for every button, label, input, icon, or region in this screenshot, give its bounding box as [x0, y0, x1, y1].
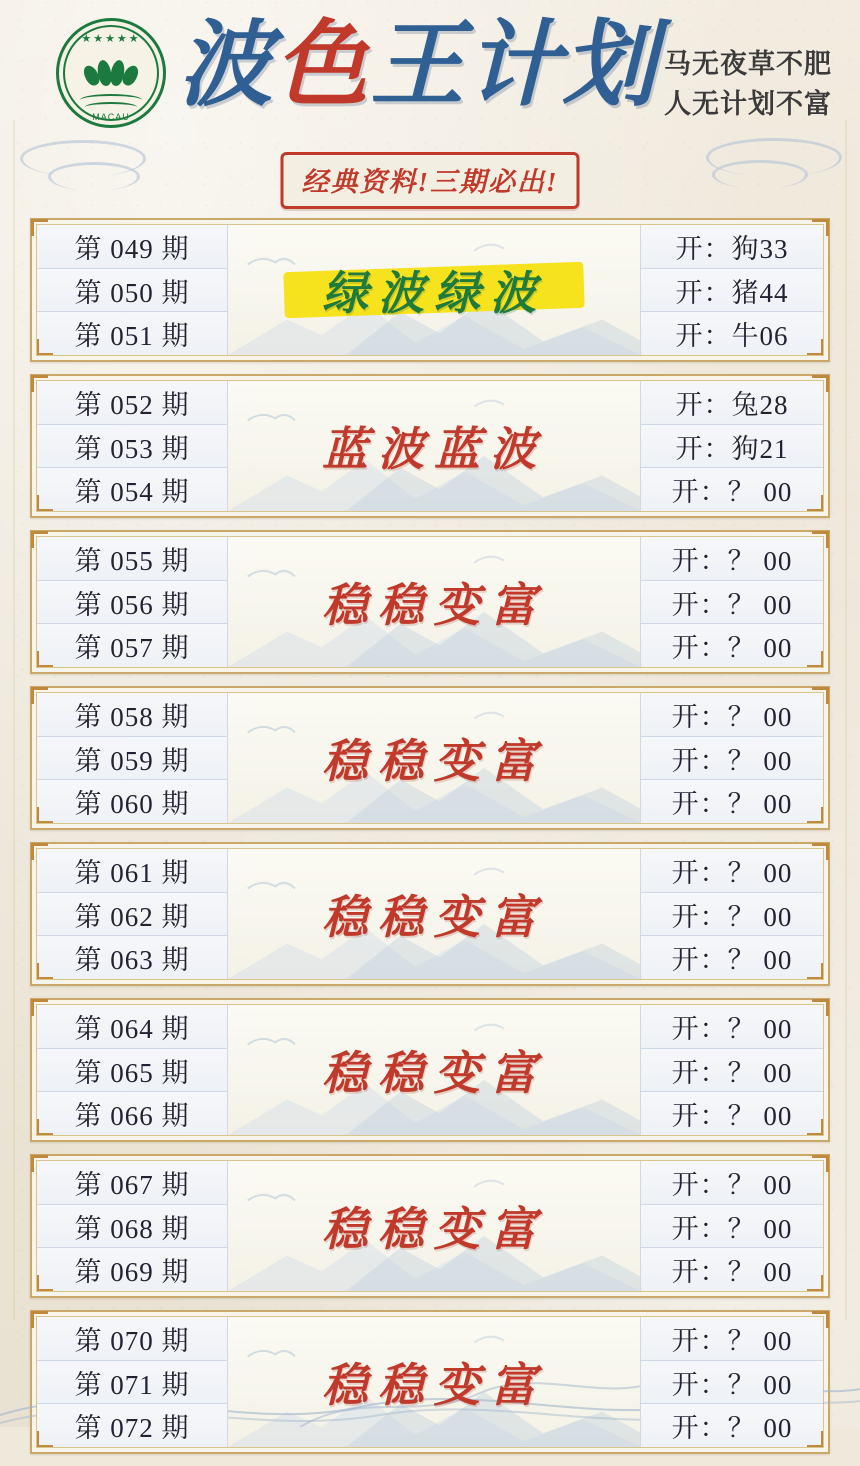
period-block	[30, 1154, 830, 1298]
result-column	[640, 1005, 823, 1135]
block-slogan: 蓝波蓝波	[322, 424, 546, 475]
period-block	[30, 842, 830, 986]
result-cell: 开：？ 00	[641, 624, 823, 667]
result-column	[640, 225, 823, 355]
title-char-2: 王	[370, 14, 467, 118]
title-char-4: 划	[562, 14, 659, 118]
period-cell: 第 067 期	[37, 1161, 227, 1205]
period-block	[30, 1310, 830, 1454]
period-block-inner	[36, 692, 824, 824]
period-column	[37, 1161, 228, 1291]
result-column	[640, 537, 823, 667]
header-slogan-line2: 人无计划不富	[664, 89, 832, 119]
period-cell: 第 057 期	[37, 624, 227, 667]
result-cell: 开：兔28	[641, 381, 823, 425]
result-cell: 开：猪44	[641, 269, 823, 313]
period-block-inner	[36, 848, 824, 980]
slogan-column	[228, 693, 640, 823]
period-column	[37, 1317, 228, 1447]
slogan-column	[228, 537, 640, 667]
block-slogan: 稳稳变富	[322, 1204, 546, 1255]
period-column	[37, 693, 228, 823]
result-cell: 开：？ 00	[641, 1161, 823, 1205]
period-column	[37, 537, 228, 667]
period-column	[37, 225, 228, 355]
block-slogan: 稳稳变富	[322, 892, 546, 943]
poster-header	[0, 0, 860, 210]
slogan-column	[228, 1317, 640, 1447]
period-cell: 第 050 期	[37, 269, 227, 313]
period-block	[30, 686, 830, 830]
result-cell: 开：？ 00	[641, 1404, 823, 1447]
block-slogan: 稳稳变富	[322, 580, 546, 631]
period-cell: 第 064 期	[37, 1005, 227, 1049]
result-column	[640, 693, 823, 823]
title-char-3: 计	[466, 14, 563, 118]
slogan-column	[228, 225, 640, 355]
period-cell: 第 069 期	[37, 1248, 227, 1291]
header-slogan	[664, 44, 832, 124]
period-column	[37, 381, 228, 511]
cloud-decoration-right-2	[712, 160, 808, 189]
result-cell: 开：？ 00	[641, 1317, 823, 1361]
period-cell: 第 058 期	[37, 693, 227, 737]
emblem-stars: ★★★★★	[81, 33, 141, 45]
period-cell: 第 052 期	[37, 381, 227, 425]
result-cell: 开：？ 00	[641, 468, 823, 511]
result-cell: 开：？ 00	[641, 1248, 823, 1291]
period-cell: 第 055 期	[37, 537, 227, 581]
result-cell: 开：？ 00	[641, 537, 823, 581]
period-block-list	[30, 218, 830, 1466]
header-slogan-line1: 马无夜草不肥	[664, 49, 832, 79]
slogan-column	[228, 1161, 640, 1291]
emblem-name: MACAU	[92, 112, 130, 122]
period-cell: 第 071 期	[37, 1361, 227, 1405]
block-slogan: 稳稳变富	[322, 736, 546, 787]
promo-banner-text: 经典资料!三期必出!	[301, 167, 559, 197]
period-block-inner	[36, 380, 824, 512]
period-cell: 第 054 期	[37, 468, 227, 511]
result-column	[640, 1161, 823, 1291]
macau-emblem	[56, 18, 166, 128]
slogan-column	[228, 1005, 640, 1135]
period-block	[30, 374, 830, 518]
period-block-inner	[36, 1316, 824, 1448]
period-column	[37, 849, 228, 979]
block-slogan: 稳稳变富	[322, 1360, 546, 1411]
page-title	[178, 6, 658, 126]
period-cell: 第 053 期	[37, 425, 227, 469]
result-cell: 开：牛06	[641, 312, 823, 355]
result-cell: 开：？ 00	[641, 893, 823, 937]
cloud-decoration-left-2	[48, 162, 140, 191]
result-column	[640, 849, 823, 979]
result-cell: 开：？ 00	[641, 849, 823, 893]
lotus-icon	[85, 52, 137, 92]
period-cell: 第 049 期	[37, 225, 227, 269]
period-block	[30, 998, 830, 1142]
period-block	[30, 218, 830, 362]
period-column	[37, 1005, 228, 1135]
title-char-0: 波	[178, 14, 275, 118]
period-cell: 第 066 期	[37, 1092, 227, 1135]
slogan-column	[228, 381, 640, 511]
result-cell: 开：？ 00	[641, 581, 823, 625]
left-edge-decoration	[0, 120, 30, 1320]
result-cell: 开：？ 00	[641, 1361, 823, 1405]
period-cell: 第 063 期	[37, 936, 227, 979]
emblem-wave-2	[85, 102, 137, 112]
block-slogan: 稳稳变富	[322, 1048, 546, 1099]
result-cell: 开：？ 00	[641, 1005, 823, 1049]
period-cell: 第 051 期	[37, 312, 227, 355]
period-cell: 第 065 期	[37, 1049, 227, 1093]
period-cell: 第 061 期	[37, 849, 227, 893]
period-cell: 第 072 期	[37, 1404, 227, 1447]
result-column	[640, 381, 823, 511]
result-cell: 开：？ 00	[641, 936, 823, 979]
period-cell: 第 062 期	[37, 893, 227, 937]
period-block-inner	[36, 1004, 824, 1136]
period-cell: 第 059 期	[37, 737, 227, 781]
period-block-inner	[36, 536, 824, 668]
result-cell: 开：？ 00	[641, 693, 823, 737]
title-char-1: 色	[274, 14, 371, 118]
period-block-inner	[36, 1160, 824, 1292]
result-cell: 开：？ 00	[641, 1092, 823, 1135]
right-edge-decoration	[830, 120, 860, 1320]
result-cell: 开：狗21	[641, 425, 823, 469]
result-cell: 开：狗33	[641, 225, 823, 269]
block-slogan: 绿波绿波	[322, 268, 546, 319]
period-block	[30, 530, 830, 674]
period-cell: 第 068 期	[37, 1205, 227, 1249]
result-cell: 开：？ 00	[641, 737, 823, 781]
slogan-column	[228, 849, 640, 979]
result-cell: 开：？ 00	[641, 780, 823, 823]
period-cell: 第 060 期	[37, 780, 227, 823]
promo-banner	[280, 152, 579, 209]
period-block-inner	[36, 224, 824, 356]
period-cell: 第 070 期	[37, 1317, 227, 1361]
result-cell: 开：？ 00	[641, 1205, 823, 1249]
period-cell: 第 056 期	[37, 581, 227, 625]
result-cell: 开：？ 00	[641, 1049, 823, 1093]
result-column	[640, 1317, 823, 1447]
